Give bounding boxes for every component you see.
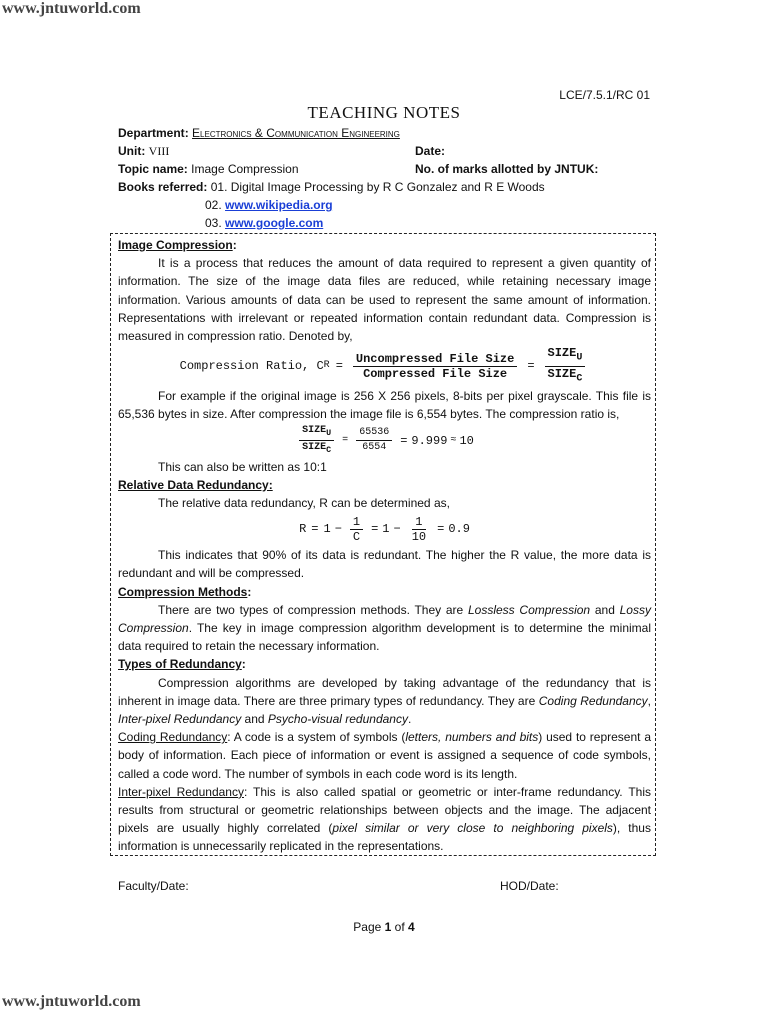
topic-line	[118, 160, 299, 178]
unit-label: Unit:	[118, 144, 146, 158]
topic-value: Image Compression	[191, 162, 299, 176]
topic-label: Topic name:	[118, 162, 188, 176]
unit-line	[118, 142, 169, 160]
heading-image-compression: Image Compression	[118, 238, 233, 252]
watermark-bottom: www.jntuworld.com	[2, 993, 141, 1010]
paragraph-relative: The relative data redundancy, R can be determined as,	[158, 496, 450, 511]
paragraph-redundant: This indicates that 90% of its data is redundant. The higher the R value, the more data is redundant and will be compressed.	[118, 548, 651, 581]
wikipedia-link[interactable]: www.wikipedia.org	[225, 198, 333, 212]
paragraph-coding-redundancy: Coding Redundancy: A code is a system of symbols (letters, numbers and bits) used to represent a body of information. Each piece of information or event is assigned a sequence of code symbols, called a code word. The number of symbols in each code word is its length.	[118, 730, 651, 781]
books-label: Books referred:	[118, 180, 208, 194]
book-3: 03. www.google.com	[205, 216, 324, 230]
department-value: Electronics & Communication Engineering	[192, 126, 400, 140]
faculty-date-label: Faculty/Date:	[118, 879, 189, 893]
books-line	[118, 178, 545, 196]
unit-value: VIII	[148, 144, 170, 158]
heading-relative-redundancy: Relative Data Redundancy:	[118, 477, 273, 492]
date-label: Date:	[415, 144, 446, 158]
paragraph-methods: There are two types of compression methods. They are Lossless Compression and Lossy Compression. The key in image compression algorithm development is to determine the minimal data required to retain the necessary information.	[118, 602, 651, 654]
google-link[interactable]: www.google.com	[225, 216, 324, 230]
page-title: TEACHING NOTES	[307, 103, 461, 122]
hod-date-label: HOD/Date:	[500, 879, 559, 893]
heading-types-of-redundancy: Types of Redundancy	[118, 657, 242, 672]
example-ratio-formula: $\frac{SIZE_U}{SIZE_C}$ = $\frac{65536}{6554}$ = 9.999 ≈ 10	[118, 424, 651, 458]
department-line: Department: Electronics & Communication Engineering	[118, 126, 400, 140]
marks-label: No. of marks allotted by JNTUK:	[415, 162, 599, 176]
paragraph-example: For example if the original image is 256 X 256 pixels, 8-bits per pixel grayscale. This file is 65,536 bytes in size. After compression the image file is 6,554 bytes. The compression ratio is,	[118, 389, 651, 422]
redundancy-formula: R = 1 − $\frac{1}{C}$ = 1 − $\frac{1}{10}$ = 0.9	[299, 514, 470, 544]
document-reference: LCE/7.5.1/RC 01	[559, 88, 650, 102]
compression-ratio-formula: Compression Ratio, C R = $\frac{\text{Uncompressed File Size}}{\text{Compressed File Size}}$ = $\frac{SIZE_U}{SIZE_C}$	[118, 345, 651, 387]
book-2: 02. www.wikipedia.org	[205, 198, 333, 212]
department-label: Department	[118, 126, 185, 140]
paragraph-interpixel-redundancy: Inter-pixel Redundancy: This is also called spatial or geometric or inter-frame redundancy. This results from structural or geometric relationships between objects and the image. The adjacent pixels are usually highly correlated (pixel similar or very close to neighboring pixels), thus information is unnecessarily replicated in the representations.	[118, 784, 651, 854]
paragraph-ratio-note: This can also be written as 10:1	[158, 459, 327, 474]
paragraph-types: Compression algorithms are developed by taking advantage of the redundancy that is inherent in image data. There are three primary types of redundancy. They are Coding Redundancy, Inter-pixel Redundancy and Psycho-visual redundancy.	[118, 675, 651, 727]
page-number: Page 1 of 4	[353, 920, 415, 934]
heading-compression-methods: Compression Methods	[118, 584, 248, 599]
watermark-top: www.jntuworld.com	[2, 0, 141, 17]
content-body: Image Compression: It is a process that reduces the amount of data required to represent a given quantity of information. The size of the image data files are reduced, while retaining necessary image information. Various amounts of data can be used to represent the same amount of information. Representations with irrelevant or repeated information contain redundant data. Compression is measured in compression ratio. Denoted by, Compression Ratio, C R = $\frac{\text{Uncompressed File Size}}{\text{Compressed File Size}}$ = $\frac{SIZE_U}{SIZE_C}$ For example if the original image is 256 X 256 pixels, 8-bits per pixel grayscale. This file is 65,536 bytes in size. After compression the image file is 6,554 bytes. The compression ratio is, $\frac{SIZE_U}{SIZE_C}$ = $\frac{65536}{6554}$ = 9.999 ≈ 10 This can also be written as 10:1 Relative Data Redundancy: The relative data redundancy, R can be determined as, R = 1 − $\frac{1}{C}$ = 1 − $\frac{1}{10}$ = 0.9 This indicates that 90% of its data is redundant. The higher the R value, the more data is redundant and will be compressed. Compression Methods: There are two types of compression methods. They are Lossless Compression and Lossy Compression. The key in image compression algorithm development is to determine the minimal data required to retain the necessary information. Types of Redundancy: Compression algorithms are developed by taking advantage of the redundancy that is inherent in image data. There are three primary types of redundancy. They are Coding Redundancy, Inter-pixel Redundancy and Psycho-visual redundancy. Coding Redundancy: A code is a system of symbols (letters, numbers and bits) used to represent a body of information. Each piece of information or event is assigned a sequence of code symbols, called a code word. The number of symbols in each code word is its length. Inter-pixel Redundancy: This is also called spatial or geometric or inter-frame redundancy. This results from structural or geometric relationships between objects and the image. The adjacent pixels are usually highly correlated (pixel similar or very close to neighboring pixels), thus information is unnecessarily replicated in the representations.	[118, 236, 651, 856]
paragraph-intro: It is a process that reduces the amount of data required to represent a given quantity of information. The size of the image data files are reduced, while retaining necessary image information. Various amounts of data can be used to represent the same amount of information. Representations with irrelevant or repeated information contain redundant data. Compression is measured in compression ratio. Denoted by,	[118, 256, 651, 344]
book-1: 01. Digital Image Processing by R C Gonzalez and R E Woods	[210, 180, 545, 194]
